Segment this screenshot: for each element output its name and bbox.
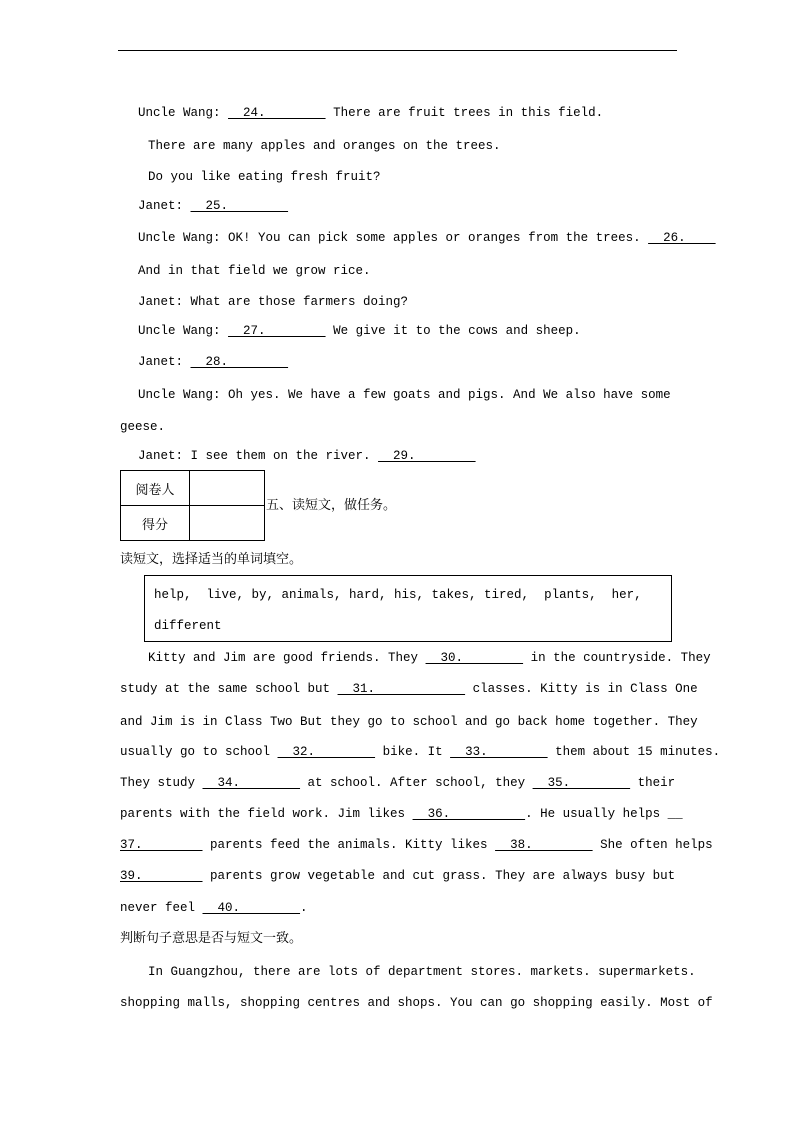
blank-28[interactable]: 28. xyxy=(190,355,289,369)
blank-30[interactable]: 30. xyxy=(425,651,524,665)
blank-32[interactable]: 32. xyxy=(277,745,376,759)
passage-line: They study 34. at school. After school, they 35. their xyxy=(120,776,676,790)
score-label: 得分 xyxy=(121,506,190,541)
blank-24[interactable]: 24. xyxy=(228,106,326,120)
passage-line: 37. parents feed the animals. Kitty likes 38. She often helps xyxy=(120,838,713,852)
instruction: 读短文，选择适当的单词填空。 xyxy=(120,552,303,567)
passage-line: 39. parents grow vegetable and cut grass. They are always busy but xyxy=(120,869,676,883)
blank-36[interactable]: 36. xyxy=(412,807,526,821)
dialogue-line: Do you like eating fresh fruit? xyxy=(148,170,381,184)
dialogue-line: Janet: What are those farmers doing? xyxy=(138,295,409,309)
dialogue-line-24: Uncle Wang: 24. There are fruit trees in this field. xyxy=(138,106,604,120)
passage-line: shopping malls, shopping centres and shops. You can go shopping easily. Most of xyxy=(120,996,713,1010)
reviewer-label: 阅卷人 xyxy=(121,471,190,506)
blank-40[interactable]: 40. xyxy=(202,901,301,915)
blank-27[interactable]: 27. xyxy=(228,324,326,338)
dialogue-line-25: Janet: 25. xyxy=(138,199,289,213)
passage-line: Kitty and Jim are good friends. They 30. in the countryside. They xyxy=(148,651,711,665)
section-title: 五、读短文，做任务。 xyxy=(266,498,397,513)
instruction: 判断句子意思是否与短文一致。 xyxy=(120,931,303,946)
blank-31[interactable]: 31. xyxy=(337,682,466,696)
passage-line: never feel 40. . xyxy=(120,901,308,915)
reviewer-cell[interactable] xyxy=(190,471,265,506)
blank-34[interactable]: 34. xyxy=(202,776,301,790)
passage-line: and Jim is in Class Two But they go to school and go back home together. They xyxy=(120,715,698,729)
dialogue-line: geese. xyxy=(120,420,166,434)
score-cell[interactable] xyxy=(190,506,265,541)
blank-38[interactable]: 38. xyxy=(495,838,593,852)
blank-33[interactable]: 33. xyxy=(450,745,548,759)
blank-26[interactable]: 26. xyxy=(648,231,716,245)
dialogue-line: And in that field we grow rice. xyxy=(138,264,371,278)
blank-37[interactable]: 37. xyxy=(120,838,203,852)
header-rule xyxy=(118,50,677,51)
blank-29[interactable]: 29. xyxy=(378,449,476,463)
blank-35[interactable]: 35. xyxy=(532,776,631,790)
dialogue-line-26: Uncle Wang: OK! You can pick some apples or oranges from the trees. 26. xyxy=(138,231,716,245)
dialogue-line: There are many apples and oranges on the trees. xyxy=(148,139,501,153)
passage-line: study at the same school but 31. classes. Kitty is in Class One xyxy=(120,682,698,696)
passage-line: usually go to school 32. bike. It 33. them about 15 minutes. xyxy=(120,745,721,759)
word-bank-line: help, live, by, animals, hard, his, takes, tired, plants, her, xyxy=(154,588,642,602)
passage-line: parents with the field work. Jim likes 36. . He usually helps __ xyxy=(120,807,683,821)
dialogue-line-27: Uncle Wang: 27. We give it to the cows and sheep. xyxy=(138,324,581,338)
dialogue-line-28: Janet: 28. xyxy=(138,355,289,369)
dialogue-line: Uncle Wang: Oh yes. We have a few goats and pigs. And We also have some xyxy=(138,388,671,402)
word-bank-line: different xyxy=(154,619,222,633)
passage-line: In Guangzhou, there are lots of department stores. markets. supermarkets. xyxy=(148,965,696,979)
dialogue-line-29: Janet: I see them on the river. 29. xyxy=(138,449,476,463)
word-bank xyxy=(144,575,672,642)
blank-25[interactable]: 25. xyxy=(190,199,289,213)
blank-39[interactable]: 39. xyxy=(120,869,203,883)
score-table xyxy=(120,470,265,541)
